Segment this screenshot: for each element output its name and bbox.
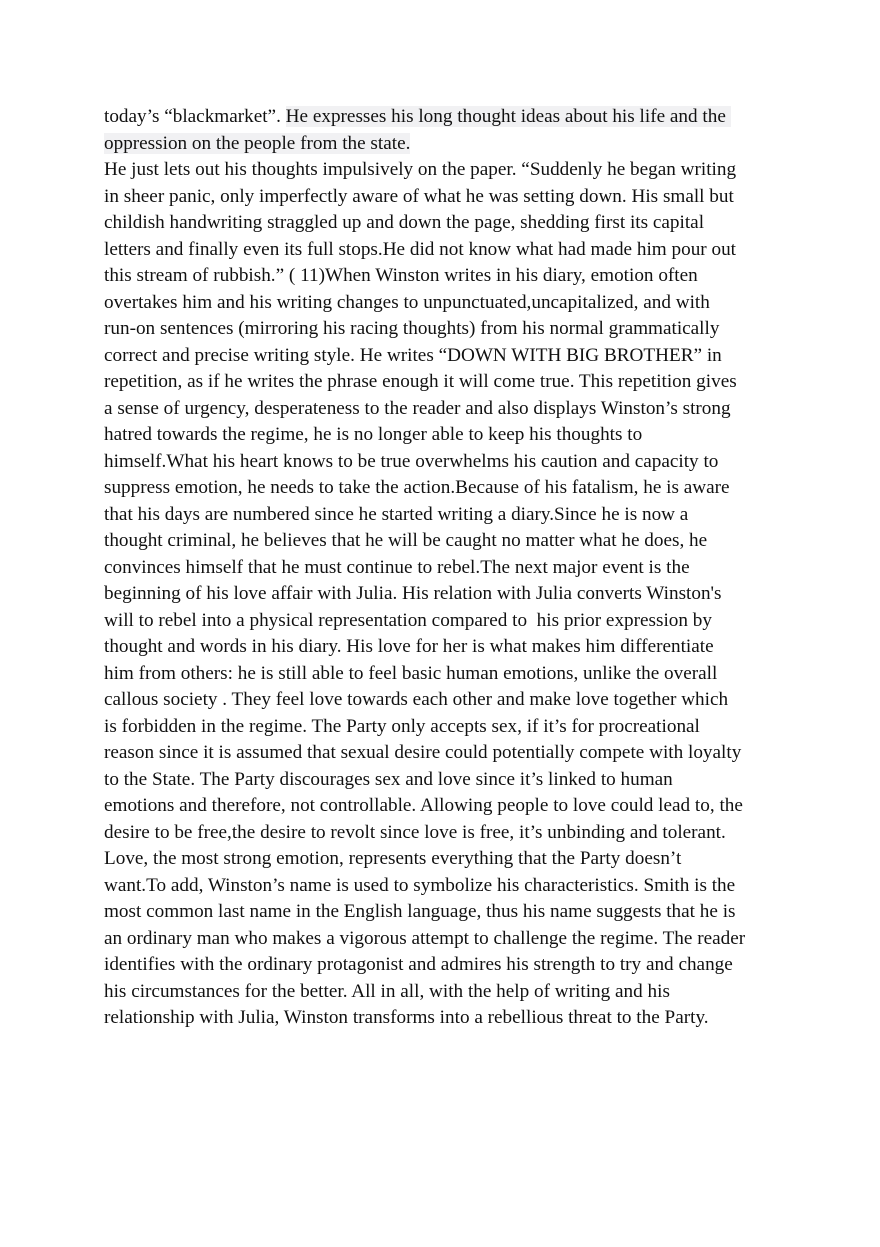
text-line — [104, 661, 794, 688]
text-line — [104, 793, 794, 820]
text-line — [104, 184, 794, 211]
text-line — [104, 502, 794, 529]
text-segment: run-on sentences (mirroring his racing thoughts) from his normal grammatically — [104, 318, 720, 339]
text-line — [104, 263, 794, 290]
text-segment: that his days are numbered since he started writing a diary.Since he is now a — [104, 503, 689, 525]
text-segment: Love, the most strong emotion, represents everything that the Party doesn’t — [104, 848, 682, 869]
text-segment: most common last name in the English language, thus his name suggests that he is — [104, 901, 736, 922]
text-segment: a sense of urgency, desperateness to the reader and also displays Winston’s strong — [104, 397, 731, 419]
text-line — [104, 687, 794, 714]
text-line — [104, 1005, 794, 1032]
text-segment: in sheer panic, only imperfectly aware of what he was setting down. His small but — [104, 185, 734, 207]
body-text — [104, 104, 794, 1032]
text-line — [104, 396, 794, 423]
text-segment: will to rebel into a physical representation compared to his prior expression by — [104, 609, 712, 631]
text-segment: him from others: he is still able to feel basic human emotions, unlike the overall — [104, 662, 718, 684]
text-segment: callous society . They feel love towards each other and make love together which — [104, 689, 729, 710]
text-segment: repetition, as if he writes the phrase enough it will come true. This repetition gives — [104, 371, 737, 392]
text-line — [104, 475, 794, 502]
text-segment: is forbidden in the regime. The Party only accepts sex, if it’s for procreational — [104, 715, 700, 737]
text-segment: emotions and therefore, not controllable. Allowing people to love could lead to, the — [104, 795, 743, 816]
text-line — [104, 714, 794, 741]
text-line — [104, 820, 794, 847]
text-segment: himself.What his heart knows to be true overwhelms his caution and capacity to — [104, 450, 719, 472]
text-line — [104, 369, 794, 396]
highlighted-text-segment: He expresses his long thought ideas about his life and the — [285, 106, 731, 127]
text-line — [104, 899, 794, 926]
text-line — [104, 767, 794, 794]
text-line — [104, 343, 794, 370]
text-segment: letters and finally even its full stops.He did not know what had made him pour out — [104, 238, 737, 260]
text-line — [104, 581, 794, 608]
text-segment: this stream of rubbish.” ( 11)When Winston writes in his diary, emotion often — [104, 265, 698, 286]
text-segment: beginning of his love affair with Julia. His relation with Julia converts Winston's — [104, 583, 722, 604]
text-line — [104, 290, 794, 317]
text-line — [104, 131, 794, 158]
text-segment: suppress emotion, he needs to take the action.Because of his fatalism, he is aware — [104, 477, 730, 498]
text-segment: to the State. The Party discourages sex and love since it’s linked to human — [104, 768, 673, 790]
text-segment: today’s “blackmarket”. — [104, 106, 286, 127]
text-line — [104, 422, 794, 449]
text-line — [104, 316, 794, 343]
text-segment: an ordinary man who makes a vigorous attempt to challenge the regime. The reader — [104, 927, 746, 949]
text-line — [104, 979, 794, 1006]
text-line — [104, 926, 794, 953]
text-line — [104, 555, 794, 582]
text-segment: relationship with Julia, Winston transforms into a rebellious threat to the Party. — [104, 1007, 709, 1028]
text-segment: reason since it is assumed that sexual desire could potentially compete with loyalty — [104, 742, 742, 763]
text-segment: his circumstances for the better. All in all, with the help of writing and his — [104, 980, 670, 1002]
text-segment: convinces himself that he must continue to rebel.The next major event is the — [104, 556, 690, 578]
text-segment: identifies with the ordinary protagonist and admires his strength to try and change — [104, 954, 733, 975]
text-line — [104, 210, 794, 237]
text-line — [104, 104, 794, 131]
text-line — [104, 449, 794, 476]
text-line — [104, 634, 794, 661]
text-segment: hatred towards the regime, he is no longer able to keep his thoughts to — [104, 424, 643, 445]
text-segment: He just lets out his thoughts impulsively on the paper. “Suddenly he began writing — [104, 159, 737, 180]
text-line — [104, 846, 794, 873]
text-line — [104, 237, 794, 264]
text-line — [104, 528, 794, 555]
text-segment: overtakes him and his writing changes to unpunctuated,uncapitalized, and with — [104, 291, 710, 313]
text-segment: want.To add, Winston’s name is used to symbolize his characteristics. Smith is the — [104, 874, 736, 896]
text-segment: thought and words in his diary. His love for her is what makes him differentiate — [104, 636, 714, 657]
text-line — [104, 157, 794, 184]
text-line — [104, 873, 794, 900]
text-line — [104, 608, 794, 635]
text-line — [104, 740, 794, 767]
text-segment: childish handwriting straggled up and down the page, shedding first its capital — [104, 212, 705, 233]
text-segment: correct and precise writing style. He writes “DOWN WITH BIG BROTHER” in — [104, 344, 722, 366]
text-segment: desire to be free,the desire to revolt since love is free, it’s unbinding and tolerant. — [104, 821, 726, 843]
text-line — [104, 952, 794, 979]
highlighted-text-segment: oppression on the people from the state. — [104, 132, 411, 154]
text-segment: thought criminal, he believes that he will be caught no matter what he does, he — [104, 530, 708, 551]
